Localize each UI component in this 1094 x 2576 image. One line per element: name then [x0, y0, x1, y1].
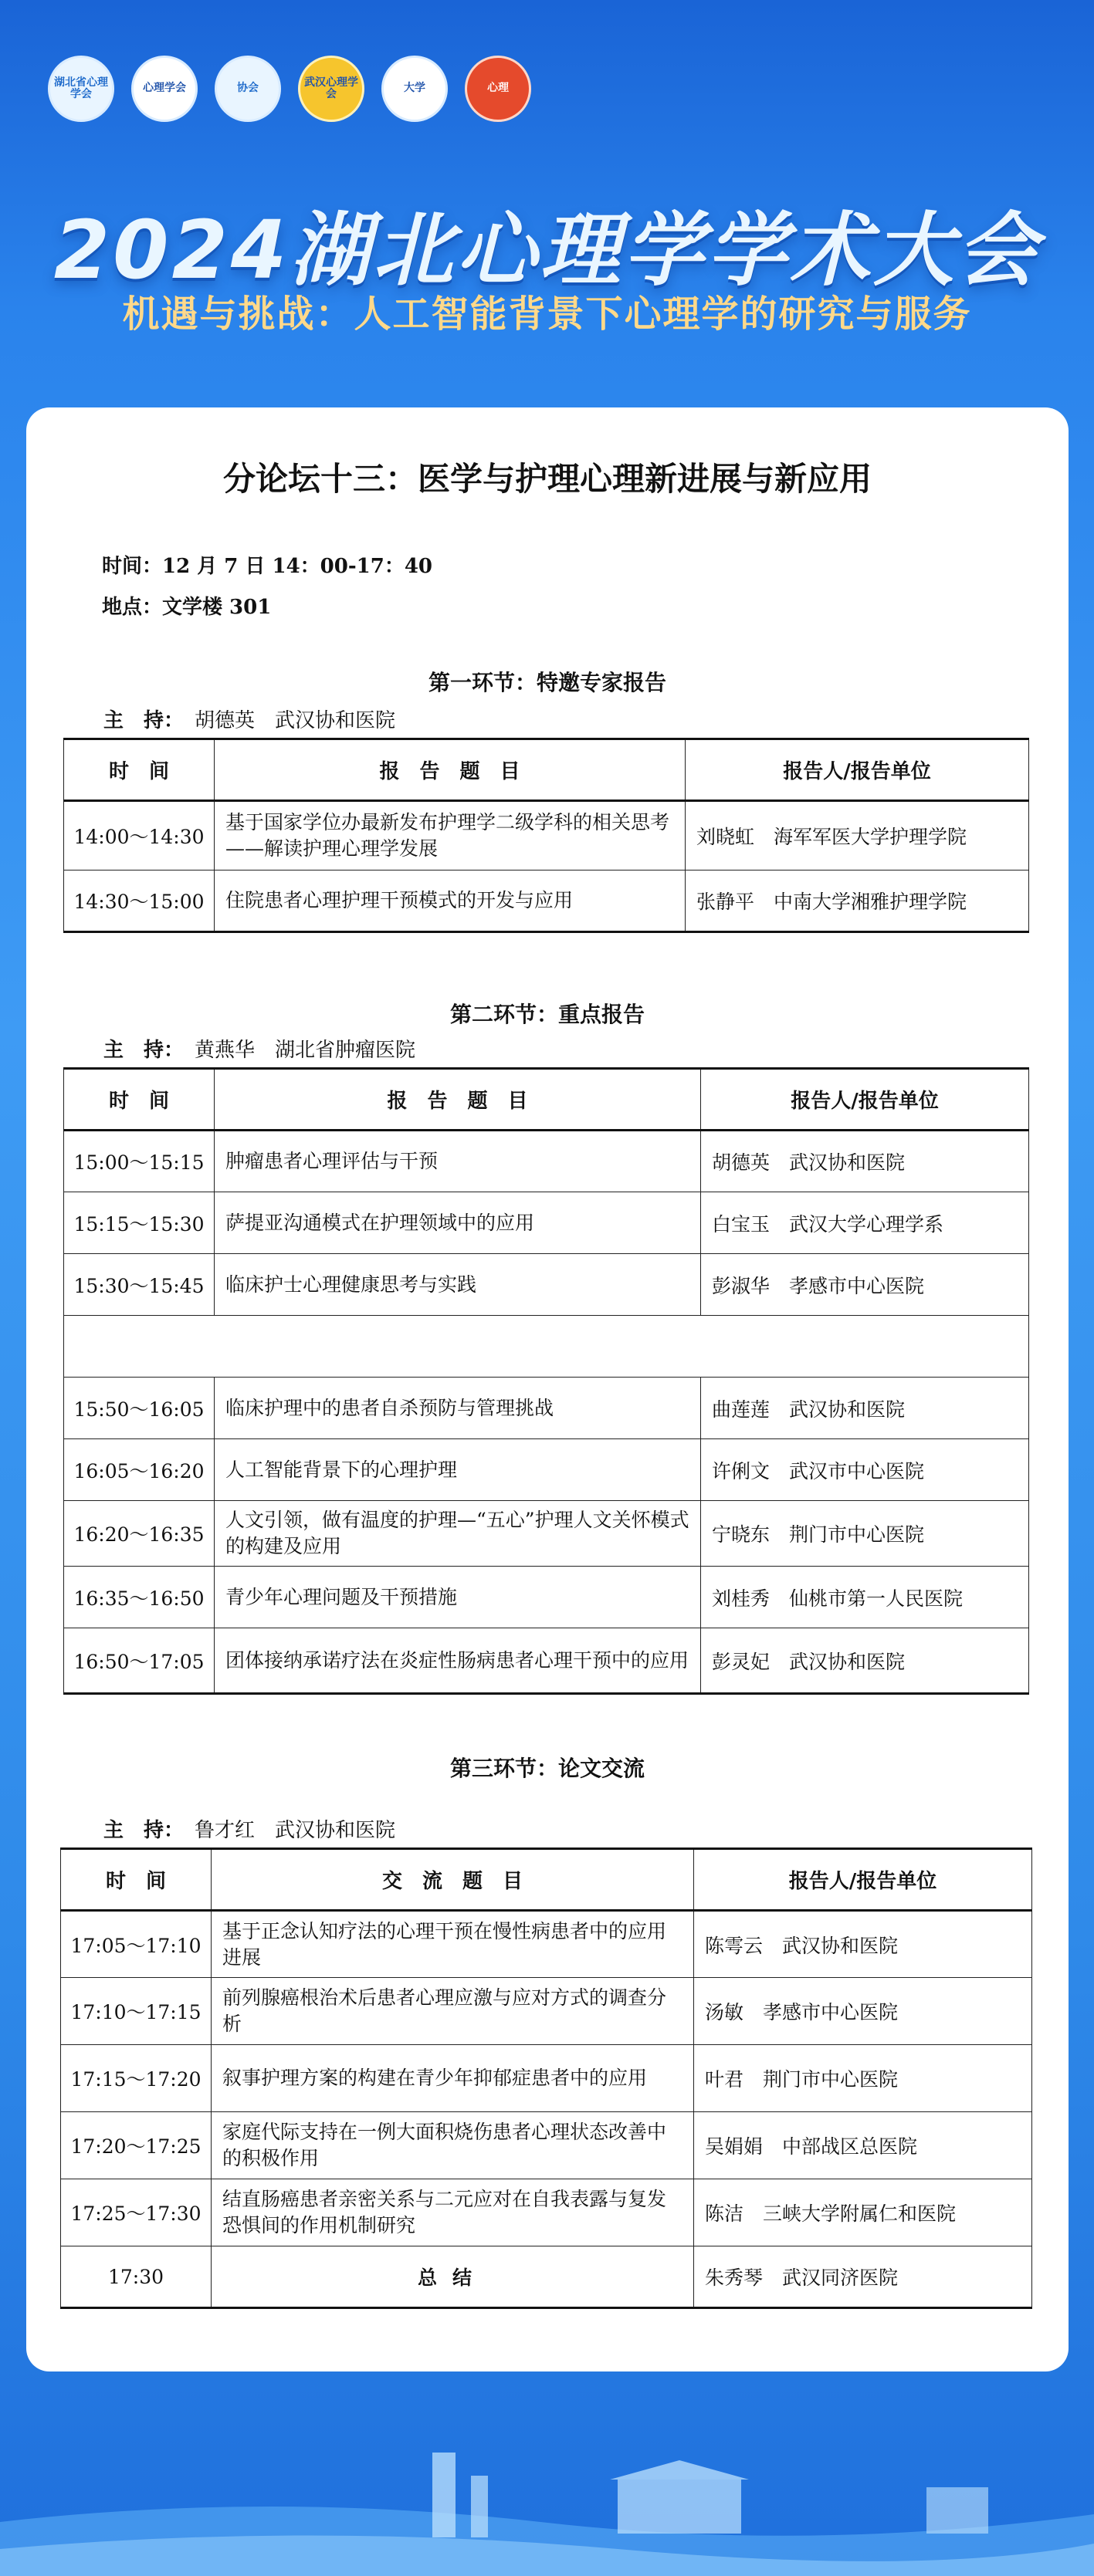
- host-label: 主 持：: [103, 1039, 185, 1062]
- logo-psi: [131, 56, 198, 122]
- logo-association: [215, 56, 281, 122]
- row-time: 15:15～15:30: [64, 1192, 215, 1254]
- break-row: [64, 1316, 1029, 1378]
- col-header-speaker: 报告人/报告单位: [694, 1849, 1032, 1911]
- session1-host: [103, 705, 395, 733]
- table-row: [61, 2045, 1032, 2112]
- logo-hubei-psych-society: [48, 56, 114, 122]
- forum-time: 时间：12 月 7 日 14：00-17：40: [102, 555, 432, 578]
- session1-table: [63, 738, 1029, 933]
- row-time: 15:00～15:15: [64, 1131, 215, 1192]
- host-label: 主 持：: [103, 1819, 185, 1842]
- table-row: [64, 801, 1029, 870]
- city-skyline-decoration: [0, 2406, 1094, 2576]
- row-topic: 团体接纳承诺疗法在炎症性肠病患者心理干预中的应用: [215, 1628, 701, 1694]
- col-header-time: 时 间: [64, 1069, 215, 1131]
- row-speaker: 宁晓东 荆门市中心医院: [701, 1501, 1029, 1567]
- table-header-row: [64, 1069, 1029, 1131]
- conference-subtitle: 机遇与挑战：人工智能背景下心理学的研究与服务: [122, 292, 972, 336]
- row-topic: 肿瘤患者心理评估与干预: [215, 1131, 701, 1192]
- row-time: 17:15～17:20: [61, 2045, 212, 2112]
- row-time: 16:20～16:35: [64, 1501, 215, 1567]
- table-row: [61, 2179, 1032, 2246]
- session2-table: [63, 1067, 1029, 1695]
- session1-title: 第一环节：特邀专家报告: [428, 670, 666, 695]
- table-header-row: [64, 739, 1029, 801]
- table-row: [64, 1501, 1029, 1567]
- row-topic: 临床护士心理健康思考与实践: [215, 1254, 701, 1316]
- session3-title: 第三环节：论文交流: [449, 1756, 645, 1781]
- col-header-topic: 交 流 题 目: [212, 1849, 694, 1911]
- row-speaker: 吴娟娟 中部战区总医院: [694, 2112, 1032, 2179]
- table-row: [64, 1192, 1029, 1254]
- row-topic: 基于正念认知疗法的心理干预在慢性病患者中的应用进展: [212, 1911, 694, 1978]
- forum-place: 地点：文学楼 301: [102, 596, 272, 619]
- row-topic: 人文引领，做有温度的护理—“五心”护理人文关怀模式的构建及应用: [215, 1501, 701, 1567]
- row-speaker: 朱秀琴 武汉同济医院: [694, 2246, 1032, 2308]
- row-time: 17:25～17:30: [61, 2179, 212, 2246]
- row-topic: 前列腺癌根治术后患者心理应激与应对方式的调查分析: [212, 1978, 694, 2045]
- col-header-topic: 报 告 题 目: [215, 739, 686, 801]
- table-row: [64, 1254, 1029, 1316]
- row-speaker: 彭灵妃 武汉协和医院: [701, 1628, 1029, 1694]
- logo-psi-red: [465, 56, 531, 122]
- row-speaker: 彭淑华 孝感市中心医院: [701, 1254, 1029, 1316]
- table-row: [64, 870, 1029, 932]
- row-time: 17:30: [61, 2246, 212, 2308]
- logo-strip: [48, 56, 531, 122]
- row-time: 14:30～15:00: [64, 870, 215, 932]
- logo-text: 心理学会: [143, 82, 186, 95]
- col-header-time: 时 间: [64, 739, 215, 801]
- row-speaker: 曲莲莲 武汉协和医院: [701, 1378, 1029, 1439]
- table-header-row: [61, 1849, 1032, 1911]
- row-time: 17:10～17:15: [61, 1978, 212, 2045]
- logo-text: 武汉心理学会: [304, 76, 358, 100]
- table-row: [64, 1628, 1029, 1694]
- row-speaker: 白宝玉 武汉大学心理学系: [701, 1192, 1029, 1254]
- row-speaker: 许俐文 武汉市中心医院: [701, 1439, 1029, 1501]
- row-time: 17:05～17:10: [61, 1911, 212, 1978]
- row-topic: 人工智能背景下的心理护理: [215, 1439, 701, 1501]
- row-speaker: 张静平 中南大学湘雅护理学院: [686, 870, 1029, 932]
- table-row-break: [64, 1316, 1029, 1378]
- row-time: 14:00～14:30: [64, 801, 215, 870]
- row-speaker: 叶君 荆门市中心医院: [694, 2045, 1032, 2112]
- session2-title: 第二环节：重点报告: [449, 1002, 645, 1027]
- row-speaker: 刘晓虹 海军军医大学护理学院: [686, 801, 1029, 870]
- row-time: 16:50～17:05: [64, 1628, 215, 1694]
- row-topic: 家庭代际支持在一例大面积烧伤患者心理状态改善中的积极作用: [212, 2112, 694, 2179]
- row-topic: 基于国家学位办最新发布护理学二级学科的相关思考——解读护理心理学发展: [215, 801, 686, 870]
- session3-host: [103, 1814, 395, 1843]
- row-speaker: 陈雩云 武汉协和医院: [694, 1911, 1032, 1978]
- row-topic: 萨提亚沟通模式在护理领域中的应用: [215, 1192, 701, 1254]
- row-topic: 住院患者心理护理干预模式的开发与应用: [215, 870, 686, 932]
- summary-label: 总结: [212, 2246, 694, 2308]
- row-time: 15:30～15:45: [64, 1254, 215, 1316]
- col-header-time: 时 间: [61, 1849, 212, 1911]
- row-topic: 青少年心理问题及干预措施: [215, 1567, 701, 1628]
- table-row: [61, 1978, 1032, 2045]
- col-header-topic: 报 告 题 目: [215, 1069, 701, 1131]
- row-speaker: 汤敏 孝感市中心医院: [694, 1978, 1032, 2045]
- schedule-card: [26, 407, 1069, 2371]
- session2-host: [103, 1034, 415, 1063]
- logo-text: 心理: [487, 82, 509, 95]
- logo-university: [381, 56, 448, 122]
- table-row: [64, 1131, 1029, 1192]
- summary-row: [61, 2246, 1032, 2308]
- row-topic: 临床护理中的患者自杀预防与管理挑战: [215, 1378, 701, 1439]
- row-topic: 结直肠癌患者亲密关系与二元应对在自我表露与复发恐惧间的作用机制研究: [212, 2179, 694, 2246]
- host-label: 主 持：: [103, 709, 185, 732]
- table-row: [64, 1567, 1029, 1628]
- row-time: 16:05～16:20: [64, 1439, 215, 1501]
- host-name: 胡德英 武汉协和医院: [195, 709, 396, 732]
- row-time: 15:50～16:05: [64, 1378, 215, 1439]
- logo-text: 湖北省心理学会: [54, 76, 108, 100]
- row-topic: 叙事护理方案的构建在青少年抑郁症患者中的应用: [212, 2045, 694, 2112]
- row-speaker: 刘桂秀 仙桃市第一人民医院: [701, 1567, 1029, 1628]
- table-row: [61, 2112, 1032, 2179]
- host-name: 黄燕华 湖北省肿瘤医院: [195, 1039, 416, 1062]
- table-row: [64, 1378, 1029, 1439]
- logo-text: 大学: [404, 82, 425, 95]
- session3-table: [60, 1847, 1032, 2309]
- row-speaker: 陈洁 三峡大学附属仁和医院: [694, 2179, 1032, 2246]
- col-header-speaker: 报告人/报告单位: [701, 1069, 1029, 1131]
- table-row: [61, 1911, 1032, 1978]
- host-name: 鲁才红 武汉协和医院: [195, 1819, 396, 1842]
- row-speaker: 胡德英 武汉协和医院: [701, 1131, 1029, 1192]
- table-row: [64, 1439, 1029, 1501]
- logo-text: 协会: [237, 82, 259, 95]
- logo-wuhan-psych: [298, 56, 364, 122]
- conference-title: 2024湖北心理学学术大会: [53, 203, 1041, 297]
- forum-title: 分论坛十三：医学与护理心理新进展与新应用: [222, 460, 872, 498]
- col-header-speaker: 报告人/报告单位: [686, 739, 1029, 801]
- row-time: 16:35～16:50: [64, 1567, 215, 1628]
- row-time: 17:20～17:25: [61, 2112, 212, 2179]
